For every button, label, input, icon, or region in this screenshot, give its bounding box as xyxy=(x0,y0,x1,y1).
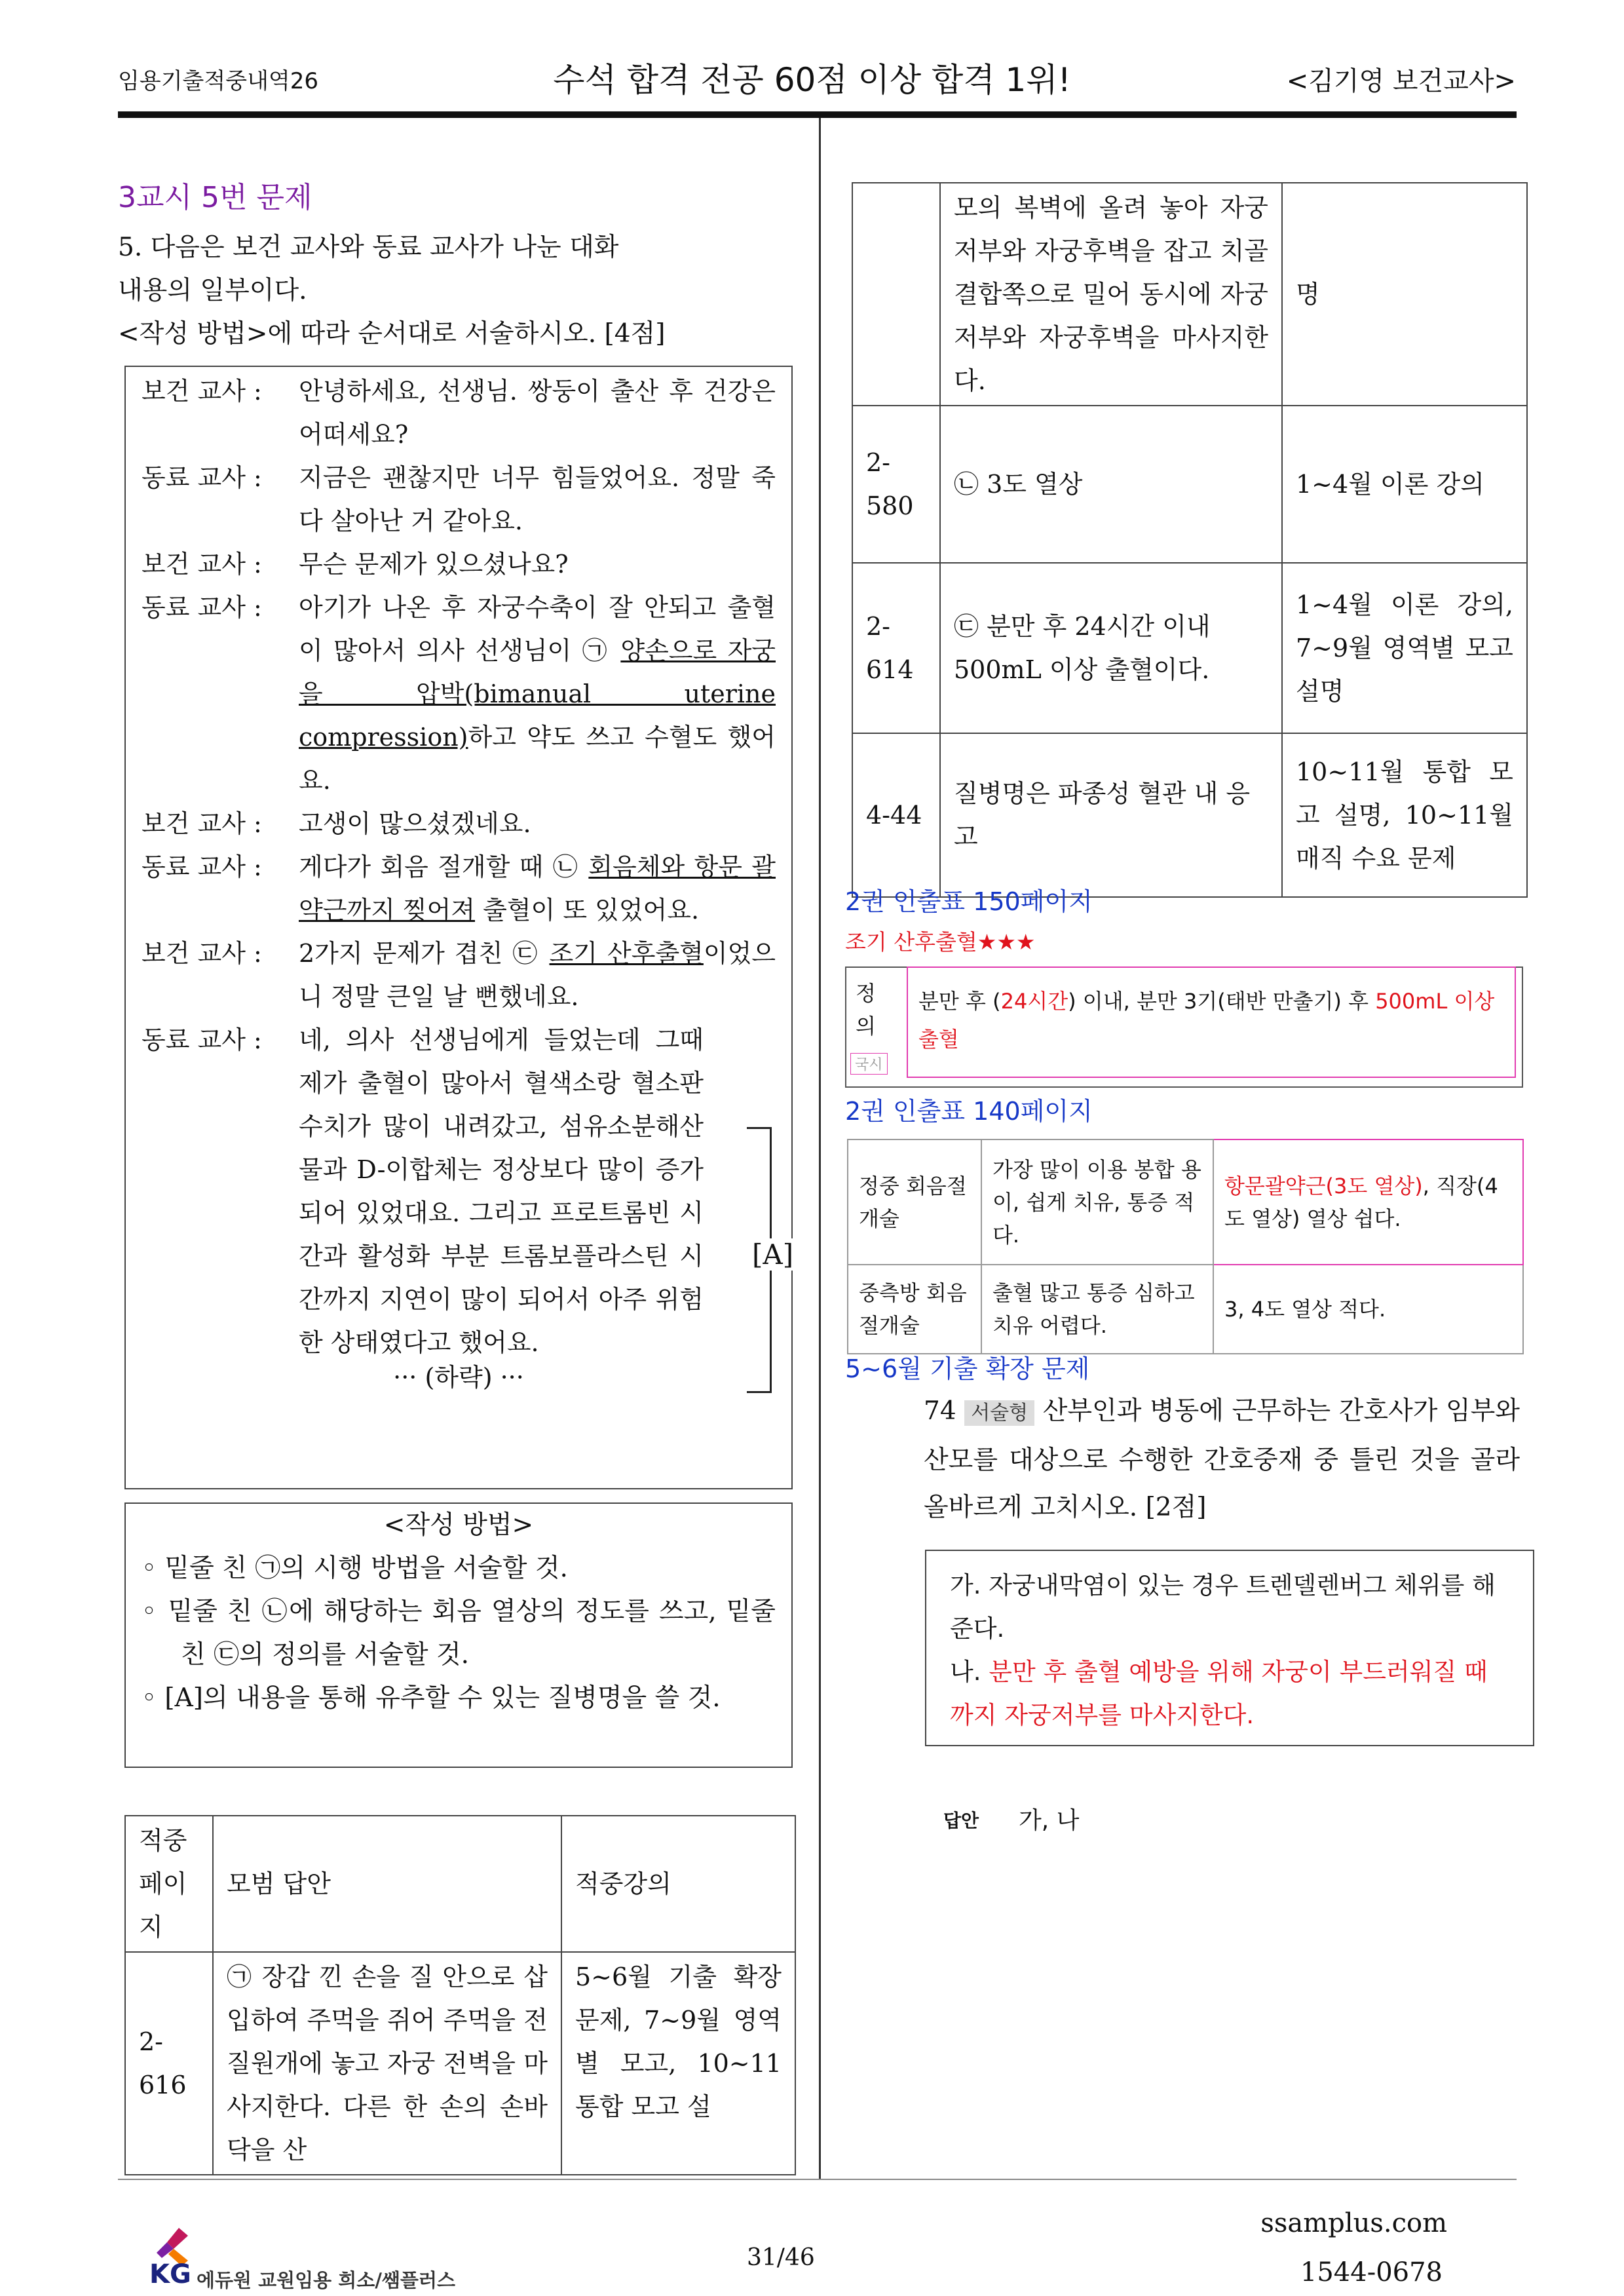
cell-con: , 직장(4도 열상) 열상 쉽다. xyxy=(1224,1173,1498,1231)
cell-answer: ㉠ 장갑 낀 손을 질 안으로 삽입하여 주먹을 쥐어 주먹을 전질원개에 놓고 자궁 전벽을 마사지한다. 다른 한 손의 손바닥을 산 xyxy=(213,1952,561,2175)
method-title: <작성 방법> xyxy=(383,1510,534,1540)
cell-pro: 출혈 많고 통증 심하고 치유 어렵다. xyxy=(981,1265,1213,1354)
speaker: 동료 교사 : xyxy=(142,852,262,881)
omitted-note: ··· (하략) ··· xyxy=(393,1363,524,1392)
header-rule xyxy=(118,111,1517,118)
utterance xyxy=(299,586,776,802)
cell-con-highlight: 항문괄약근(3도 열상) xyxy=(1224,1173,1423,1198)
ref3-item-prefix: 나. xyxy=(950,1658,989,1686)
cell-page: 4-44 xyxy=(852,733,940,897)
utterance-part: 아기가 나온 후 자궁수축이 잘 안되고 출혈이 많아서 의사 선생님이 ㉠ xyxy=(299,593,776,665)
ref3-number: 74 xyxy=(924,1396,956,1426)
ref3-answer-value: 가, 나 xyxy=(1019,1807,1080,1834)
cell-lecture: 1~4월 이론 강의, 7~9월 영역별 모고 설명 xyxy=(1282,563,1527,733)
cell-lecture: 명 xyxy=(1282,183,1527,406)
header-title: 수석 합격 전공 60점 이상 합격 1위! xyxy=(553,61,1071,99)
dialogue-box xyxy=(124,366,793,1489)
cell-con: 3, 4도 열상 적다. xyxy=(1224,1297,1386,1322)
utterance xyxy=(299,845,776,932)
dialogue-row xyxy=(142,1018,776,1364)
dialogue-row xyxy=(142,543,776,586)
ref1-definition xyxy=(907,966,1516,1078)
speaker: 보건 교사 : xyxy=(142,939,262,968)
question-title: 3교시 5번 문제 xyxy=(118,181,312,214)
utterance-part: 출혈이 또 있었어요. xyxy=(475,896,700,925)
question-text xyxy=(118,226,793,356)
question-line: <작성 방법>에 따라 순서대로 서술하시오. [4점] xyxy=(118,319,666,349)
dialogue-row xyxy=(142,586,776,802)
method-item: ◦ 밑줄 친 ㉠의 시행 방법을 서술할 것. xyxy=(142,1554,568,1583)
footer-rule xyxy=(118,2179,1517,2180)
method-item: ◦ 밑줄 친 ㉡에 해당하는 회음 열상의 정도를 쓰고, 밑줄 친 ㉢의 정의를 서술할 것. xyxy=(142,1597,776,1670)
table-row xyxy=(848,1265,1523,1354)
def-text: 분만 후 ( xyxy=(918,989,1001,1014)
header-right: <김기영 보건교사> xyxy=(1286,66,1516,96)
question-line: 5. 다음은 보건 교사와 동료 교사가 나눈 대화 xyxy=(118,233,619,262)
utterance-part: 게다가 회음 절개할 때 ㉡ xyxy=(299,852,589,881)
speaker: 동료 교사 : xyxy=(142,1025,262,1054)
ref3-title: 5~6월 기출 확장 문제 xyxy=(845,1354,1090,1383)
ref3-tag: 서술형 xyxy=(964,1400,1034,1426)
dialogue-row xyxy=(142,370,776,456)
ref3-box xyxy=(925,1550,1534,1746)
header-answer: 모범 답안 xyxy=(213,1816,561,1952)
column-divider xyxy=(819,118,821,2179)
ref3-question xyxy=(924,1388,1520,1531)
utterance-part: 이었으니 정말 큰일 날 뻔했네요. xyxy=(299,939,776,1011)
footer-site: ssamplus.com xyxy=(1260,2208,1447,2238)
footer-logo-text: 에듀원 교원임용 희소/쌤플러스 xyxy=(197,2269,455,2291)
ref1-subtitle: 조기 산후출혈★★★ xyxy=(845,929,1036,955)
cell-page xyxy=(852,183,940,406)
utterance-part: 2가지 문제가 겹친 ㉢ xyxy=(299,939,550,968)
cell-lecture: 5~6월 기출 확장 문제, 7~9월 영역별 모고, 10~11 통합 모고 설 xyxy=(561,1952,795,2175)
dialogue-row xyxy=(142,456,776,543)
ref1-box xyxy=(845,966,1523,1088)
utterance: 안녕하세요, 선생님. 쌍둥이 출산 후 건강은 어떠세요? xyxy=(299,377,776,449)
ref3-answer-label: 답안 xyxy=(943,1810,979,1831)
table-header-row xyxy=(125,1816,795,1952)
cell-lecture: 10~11월 통합 모고 설명, 10~11월 매직 수요 문제 xyxy=(1282,733,1527,897)
speaker: 동료 교사 : xyxy=(142,593,262,622)
cell-answer: ㉡ 3도 열상 xyxy=(940,406,1282,563)
utterance xyxy=(299,932,776,1018)
header-lecture: 적중강의 xyxy=(561,1816,795,1952)
table-row xyxy=(852,183,1527,406)
episiotomy-table xyxy=(847,1139,1524,1354)
utterance: 무슨 문제가 있으셨나요? xyxy=(299,550,569,579)
def-text: ) 이내, 분만 3기(태반 만출기) 후 xyxy=(1068,989,1376,1014)
def-highlight: 24시간 xyxy=(1000,989,1068,1014)
ref1-tag: 국시 xyxy=(850,1053,888,1075)
cell-page: 2-616 xyxy=(125,1952,213,2175)
ref3-item-highlight: 분만 후 출혈 예방을 위해 자궁이 부드러워질 때까지 자궁저부를 마사지한다. xyxy=(950,1658,1488,1729)
speaker: 보건 교사 : xyxy=(142,550,262,579)
answer-table-continued xyxy=(852,182,1528,898)
utterance: 네, 의사 선생님에게 들었는데 그때 제가 출혈이 많아서 혈색소랑 혈소판 수치가 많이 내려갔고, 섬유소분해산물과 D-이합체는 정상보다 많이 증가되어 있었대요. 그리고 프로트롬빈 시간과 활성화 부분 트롬보플라스틴 시간까지 지연이 많이 되어서 아주 위험한 상태였다고 했어요. xyxy=(299,1025,704,1357)
footer-logo-kg: KG xyxy=(149,2259,191,2289)
ref1-title: 2권 인출표 150페이지 xyxy=(845,887,1093,916)
cell-page: 2-580 xyxy=(852,406,940,563)
bracket-label: [A] xyxy=(752,1238,794,1271)
page-number: 31/46 xyxy=(747,2244,815,2271)
table-row xyxy=(852,563,1527,733)
cell-answer: ㉢ 분만 후 24시간 이내 500mL 이상 출혈이다. xyxy=(940,563,1282,733)
cell-type: 정중 회음절개술 xyxy=(848,1139,981,1265)
ref2-title: 2권 인출표 140페이지 xyxy=(845,1097,1093,1126)
method-item: ◦ [A]의 내용을 통해 유추할 수 있는 질병명을 쓸 것. xyxy=(142,1683,721,1713)
header-left: 임용기출적중내역26 xyxy=(118,68,319,94)
cell-page: 2-614 xyxy=(852,563,940,733)
cell-lecture: 1~4월 이론 강의 xyxy=(1282,406,1527,563)
dialogue-row xyxy=(142,845,776,932)
cell-answer: 질병명은 파종성 혈관 내 응고 xyxy=(940,733,1282,897)
question-line: 내용의 일부이다. xyxy=(118,276,307,305)
speaker: 보건 교사 : xyxy=(142,809,262,838)
underline-c: 조기 산후출혈 xyxy=(549,939,704,968)
cell-type: 중측방 회음절개술 xyxy=(848,1265,981,1354)
utterance-part: 하고 약도 쓰고 수혈도 했어요. xyxy=(299,723,776,795)
ref3-text: 산부인과 병동에 근무하는 간호사가 임부와 산모를 대상으로 수행한 간호중재 중 틀린 것을 골라 올바르게 고치시오. [2점] xyxy=(924,1396,1520,1522)
cell-pro: 가장 많이 이용 봉합 용이, 쉽게 치유, 통증 적다. xyxy=(981,1139,1213,1265)
ref3-item: 가. 자궁내막염이 있는 경우 트렌델렌버그 체위를 해 준다. xyxy=(950,1571,1496,1643)
dialogue-row xyxy=(142,932,776,1018)
answer-table xyxy=(124,1815,796,2175)
footer-phone: 1544-0678 xyxy=(1300,2257,1443,2287)
table-row xyxy=(852,406,1527,563)
speaker: 보건 교사 : xyxy=(142,377,262,406)
table-row xyxy=(852,733,1527,897)
table-row xyxy=(848,1139,1523,1265)
underline-a: 양손으로 자궁을 압박(bimanual uterine compression) xyxy=(299,636,776,752)
def-highlight: 500mL 이상 출혈 xyxy=(918,989,1495,1052)
header-page: 적중 페이지 xyxy=(125,1816,213,1952)
cell-answer: 모의 복벽에 올려 놓아 자궁저부와 자궁후벽을 잡고 치골 결합쪽으로 밀어 동시에 자궁저부와 자궁후벽을 마사지한다. xyxy=(940,183,1282,406)
utterance: 고생이 많으셨겠네요. xyxy=(299,809,531,838)
ref1-label: 정의 xyxy=(856,981,876,1039)
dialogue-row xyxy=(142,802,776,845)
underline-b: 회음체와 항문 괄약근까지 찢어져 xyxy=(299,852,776,925)
table-row xyxy=(125,1952,795,2175)
speaker: 동료 교사 : xyxy=(142,463,262,492)
method-box xyxy=(124,1502,793,1768)
utterance: 지금은 괜찮지만 너무 힘들었어요. 정말 죽다 살아난 거 같아요. xyxy=(299,463,776,535)
